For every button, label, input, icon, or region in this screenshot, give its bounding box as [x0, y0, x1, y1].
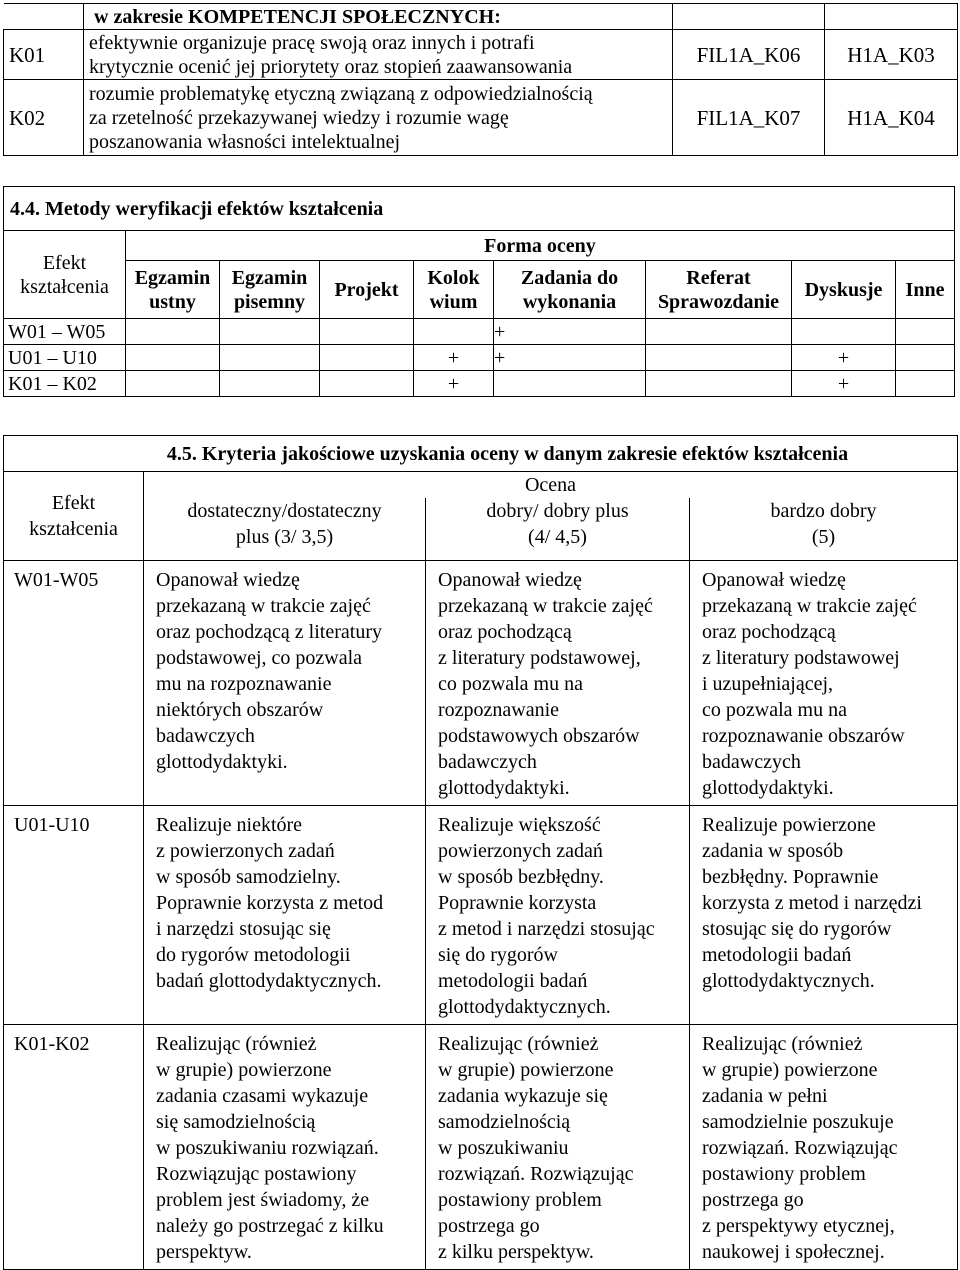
grade-header-row — [4, 498, 958, 560]
mark-cell: + — [792, 345, 896, 371]
mark-cell — [792, 319, 896, 345]
mark-cell — [896, 371, 955, 397]
competence-description — [84, 80, 673, 156]
fil-code: FIL1A_K07 — [673, 80, 825, 156]
header-line: wium — [429, 290, 478, 313]
methods-efekt: U01 – U10 — [4, 345, 126, 371]
h-code: H1A_K03 — [825, 30, 958, 80]
criteria-row — [4, 805, 958, 1024]
criteria-row — [4, 1024, 958, 1269]
col-kolokwium — [414, 261, 494, 319]
criteria-cell: Opanował wiedzę przekazaną w trakcie zajęć oraz pochodzącą z literatury podstawowej, co pozwala mu na rozpoznawanie niektórych obszarów badawczych glottodydaktyki. — [144, 560, 426, 805]
criteria-code: W01-W05 — [4, 560, 144, 805]
header-line: wykonania — [522, 290, 617, 313]
header-line: Kolok — [427, 266, 480, 289]
mark-cell: + — [792, 371, 896, 397]
col-zadania — [494, 261, 646, 319]
forma-oceny-header: Forma oceny — [126, 231, 955, 261]
header-line: Zadania do — [520, 266, 619, 289]
mark-cell: + — [494, 345, 646, 371]
header-line: Referat — [686, 266, 751, 289]
criteria-cell: Realizuje niektóre z powierzonych zadań w sposób samodzielny. Poprawnie korzysta z metod i narzędzi stosując się do rygorów metodologii badań glottodydaktycznych. — [144, 805, 426, 1024]
criteria-cell: Opanował wiedzę przekazaną w trakcie zajęć oraz pochodzącą z literatury podstawowej, co pozwala mu na rozpoznawanie podstawowych obszarów badawczych glottodydaktyki. — [426, 560, 690, 805]
criteria-header-row — [4, 472, 958, 499]
col-egzamin-pisemny — [220, 261, 320, 319]
desc-line: krytycznie ocenić jej priorytety oraz stopień zaawansowania — [89, 55, 573, 78]
competence-row — [4, 30, 958, 80]
criteria-title-row — [4, 436, 958, 472]
header-line: Egzamin — [134, 266, 211, 289]
criteria-cell: Realizując (również w grupie) powierzone zadania w pełni samodzielnie poszukuje rozwiązań. Rozwiązując postawiony problem postrzega go z perspektywy etycznej, naukowej i społecznej. — [690, 1024, 958, 1269]
mark-cell — [896, 345, 955, 371]
criteria-cell: Realizuje powierzone zadania w sposób bezbłędny. Poprawnie korzysta z metod i narzędzi stosując się do rygorów metodologii badań glottodydaktycznych. — [690, 805, 958, 1024]
header-line: pisemny — [233, 290, 306, 313]
competence-code: K02 — [4, 80, 84, 156]
grade-header — [144, 498, 426, 560]
mark-cell: + — [494, 319, 646, 345]
header-line: Egzamin — [231, 266, 308, 289]
col-egzamin-ustny — [126, 261, 220, 319]
mark-cell: + — [414, 371, 494, 397]
col-dyskusje: Dyskusje — [792, 261, 896, 319]
mark-cell — [126, 345, 220, 371]
desc-line: efektywnie organizuje pracę swoją oraz innych i potrafi — [89, 31, 535, 54]
competence-section-header: w zakresie KOMPETENCJI SPOŁECZNYCH: — [84, 4, 673, 30]
criteria-cell: Realizując (również w grupie) powierzone zadania czasami wykazuje się samodzielnością w poszukiwaniu rozwiązań. Rozwiązując postawiony problem jest świadomy, że należy go postrzegać z kilku perspektyw. — [144, 1024, 426, 1269]
fil-code: FIL1A_K06 — [673, 30, 825, 80]
mark-cell — [646, 345, 792, 371]
mark-cell — [896, 319, 955, 345]
desc-line: za rzetelność przekazywanej wiedzy i rozumie wagę — [89, 106, 509, 129]
competence-description — [84, 30, 673, 80]
mark-cell: + — [414, 345, 494, 371]
methods-header-row — [4, 231, 955, 261]
criteria-cell: Realizuje większość powierzonych zadań w sposób bezbłędny. Poprawnie korzysta z metod i narzędzi stosując się do rygorów metodologii badań glottodydaktycznych. — [426, 805, 690, 1024]
header-line: kształcenia — [20, 275, 109, 298]
methods-row — [4, 319, 955, 345]
methods-efekt: K01 – K02 — [4, 371, 126, 397]
methods-row — [4, 371, 955, 397]
header-line: Efekt — [42, 251, 87, 274]
competence-table — [3, 3, 958, 156]
header-line: (4/ 4,5) — [528, 526, 587, 548]
header-line: plus (3/ 3,5) — [235, 526, 334, 548]
h-code: H1A_K04 — [825, 80, 958, 156]
mark-cell — [220, 345, 320, 371]
criteria-code: K01-K02 — [4, 1024, 144, 1269]
mark-cell — [646, 319, 792, 345]
mark-cell — [220, 319, 320, 345]
criteria-cell: Realizując (również w grupie) powierzone zadania wykazuje się samodzielnością w poszukiwaniu rozwiązań. Rozwiązując postawiony problem postrzega go z kilku perspektyw. — [426, 1024, 690, 1269]
mark-cell — [320, 345, 414, 371]
methods-title-row — [4, 187, 955, 231]
competence-header-row — [4, 4, 958, 30]
mark-cell — [646, 371, 792, 397]
mark-cell — [220, 371, 320, 397]
criteria-cell: Opanował wiedzę przekazaną w trakcie zajęć oraz pochodzącą z literatury podstawowej i uzupełniającej, co pozwala mu na rozpoznawanie obszarów badawczych glottodydaktyki. — [690, 560, 958, 805]
methods-subheader-row — [4, 261, 955, 319]
grade-header — [690, 498, 958, 560]
mark-cell — [126, 319, 220, 345]
methods-row — [4, 345, 955, 371]
criteria-table — [3, 435, 958, 1270]
criteria-col-efekt — [4, 472, 144, 561]
methods-efekt: W01 – W05 — [4, 319, 126, 345]
mark-cell — [414, 319, 494, 345]
col-efekt — [4, 231, 126, 319]
mark-cell — [494, 371, 646, 397]
ocena-header: Ocena — [144, 472, 958, 499]
competence-code: K01 — [4, 30, 84, 80]
header-line: Sprawozdanie — [657, 290, 780, 313]
col-projekt: Projekt — [320, 261, 414, 319]
mark-cell — [320, 371, 414, 397]
criteria-row — [4, 560, 958, 805]
header-line: (5) — [811, 526, 836, 548]
criteria-title: 4.5. Kryteria jakościowe uzyskania oceny w danym zakresie efektów kształcenia — [4, 436, 958, 472]
header-line: dostateczny/dostateczny — [187, 500, 382, 522]
header-line: Efekt — [51, 491, 96, 514]
methods-table — [3, 186, 955, 397]
col-referat — [646, 261, 792, 319]
header-line: ustny — [149, 290, 196, 313]
desc-line: poszanowania własności intelektualnej — [89, 130, 401, 153]
header-line: dobry/ dobry plus — [486, 500, 629, 522]
grade-header — [426, 498, 690, 560]
mark-cell — [320, 319, 414, 345]
header-line: bardzo dobry — [770, 500, 877, 522]
mark-cell — [126, 371, 220, 397]
criteria-code: U01-U10 — [4, 805, 144, 1024]
desc-line: rozumie problematykę etyczną związaną z odpowiedzialnością — [89, 82, 593, 105]
header-line: kształcenia — [29, 517, 118, 540]
col-inne: Inne — [896, 261, 955, 319]
competence-row — [4, 80, 958, 156]
methods-title: 4.4. Metody weryfikacji efektów kształcenia — [4, 187, 955, 231]
